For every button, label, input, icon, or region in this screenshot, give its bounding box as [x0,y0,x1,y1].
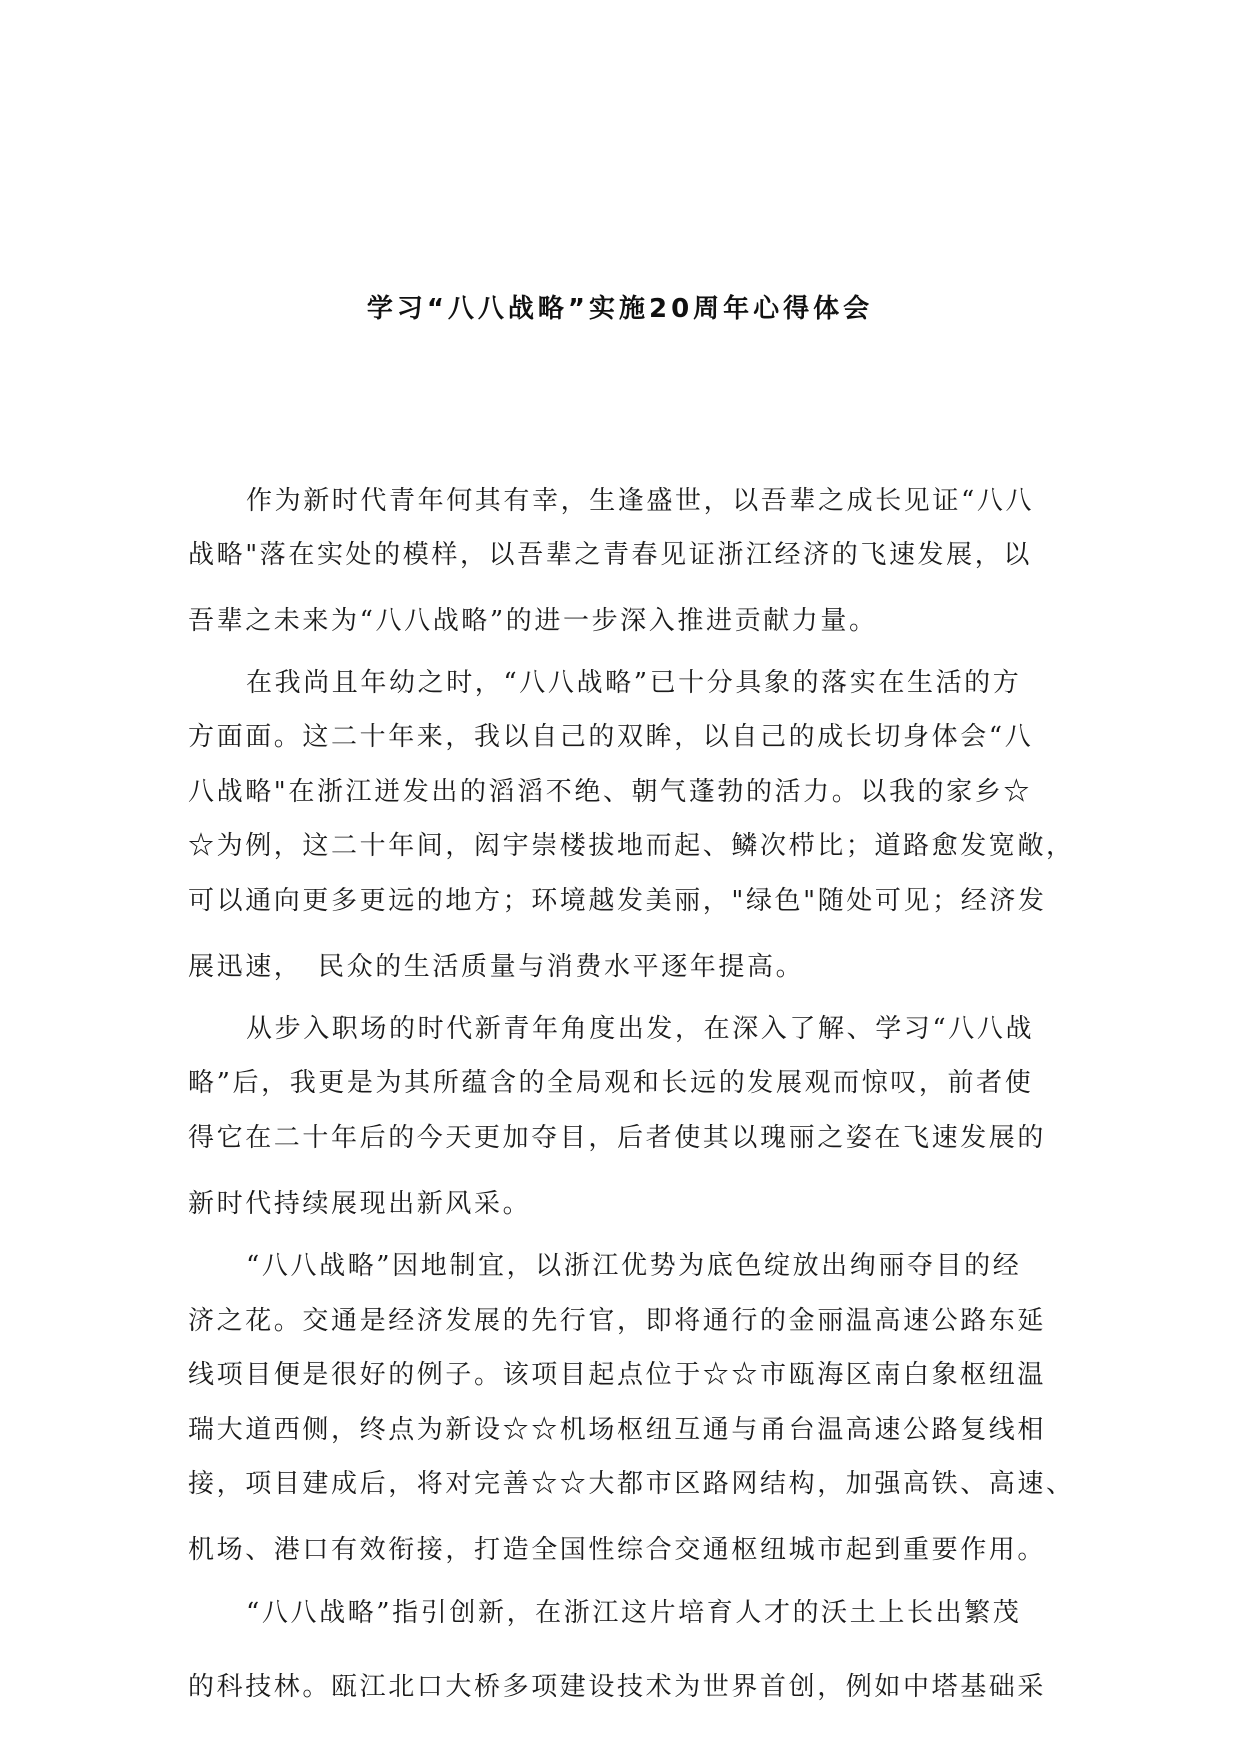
paragraph-2-line-6: 展迅速， 民众的生活质量与消费水平逐年提高。 [188,952,805,982]
paragraph-2-line-4: ☆为例，这二十年间，闳宇崇楼拔地而起、鳞次栉比；道路愈发宽敞， [188,831,1075,861]
paragraph-4-line-1: “八八战略”因地制宜，以浙江优势为底色绽放出绚丽夺目的经 [246,1251,1022,1281]
paragraph-1-line-3: 吾辈之未来为“八八战略”的进一步深入推进贡献力量。 [188,606,878,636]
paragraph-2-line-3: 八战略"在浙江迸发出的滔滔不绝、朝气蓬勃的活力。以我的家乡☆ [188,777,1032,807]
paragraph-4-line-5: 接，项目建成后，将对完善☆☆大都市区路网结构，加强高铁、高速、 [188,1469,1075,1499]
document-title: 学习“八八战略”实施20周年心得体会 [366,294,874,324]
paragraph-1-line-2: 战略"落在实处的模样，以吾辈之青春见证浙江经济的飞速发展，以 [188,540,1032,570]
paragraph-2-line-5: 可以通向更多更远的地方；环境越发美丽，"绿色"随处可见；经济发 [188,886,1047,916]
paragraph-5-line-1: “八八战略”指引创新，在浙江这片培育人才的沃土上长出繁茂 [246,1598,1022,1628]
paragraph-4-line-2: 济之花。交通是经济发展的先行官，即将通行的金丽温高速公路东延 [188,1306,1047,1336]
paragraph-4-line-4: 瑞大道西侧，终点为新设☆☆机场枢纽互通与甬台温高速公路复线相 [188,1415,1047,1445]
paragraph-1-line-1: 作为新时代青年何其有幸，生逢盛世，以吾辈之成长见证“八八 [246,486,1035,516]
paragraph-3-line-4: 新时代持续展现出新风采。 [188,1189,532,1219]
paragraph-2-line-2: 方面面。这二十年来，我以自己的双眸，以自己的成长切身体会“八 [188,722,1034,752]
paragraph-5-line-2: 的科技林。瓯江北口大桥多项建设技术为世界首创，例如中塔基础采 [188,1672,1047,1702]
paragraph-4-line-6: 机场、港口有效衔接，打造全国性综合交通枢纽城市起到重要作用。 [188,1535,1047,1565]
paragraph-3-line-1: 从步入职场的时代新青年角度出发，在深入了解、学习“八八战 [246,1014,1035,1044]
paragraph-2-line-1: 在我尚且年幼之时，“八八战略”已十分具象的落实在生活的方 [246,668,1022,698]
paragraph-3-line-2: 略”后，我更是为其所蕴含的全局观和长远的发展观而惊叹，前者使 [188,1068,1034,1098]
paragraph-4-line-3: 线项目便是很好的例子。该项目起点位于☆☆市瓯海区南白象枢纽温 [188,1360,1047,1390]
paragraph-3-line-3: 得它在二十年后的今天更加夺目，后者使其以瑰丽之姿在飞速发展的 [188,1123,1047,1153]
